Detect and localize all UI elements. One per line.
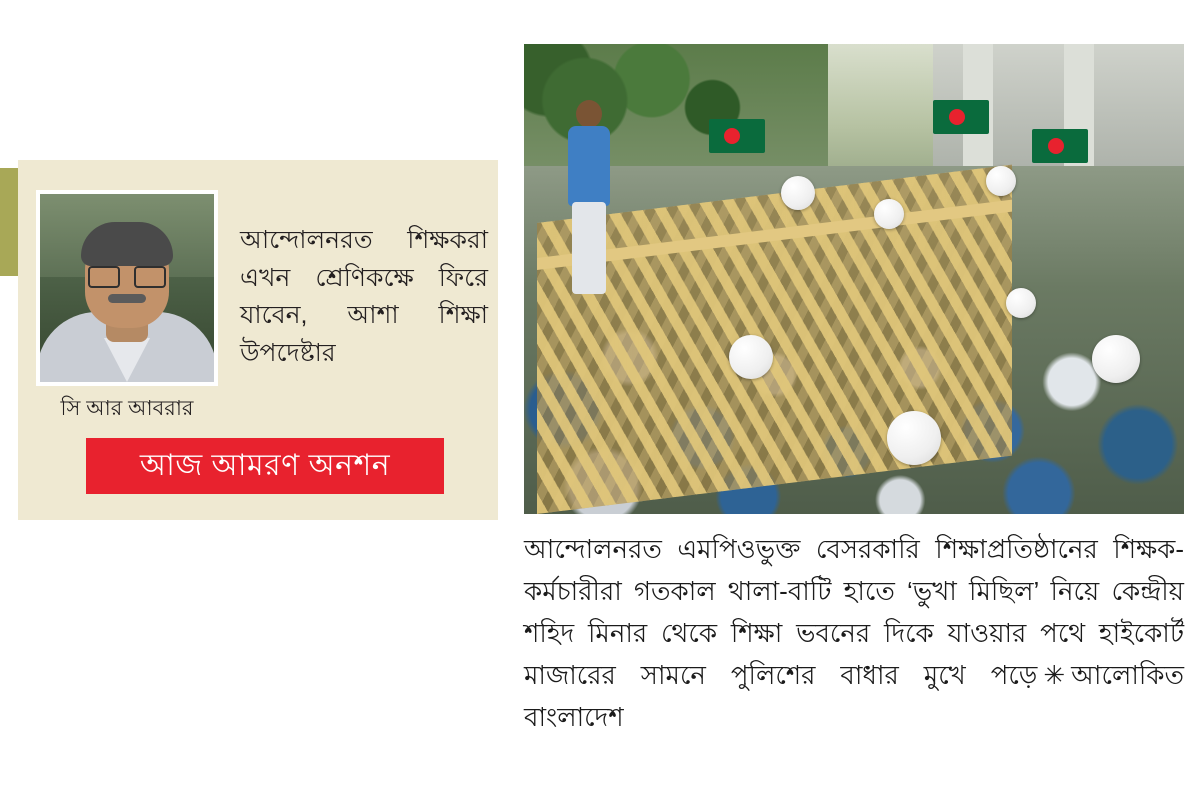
- plate-prop: [887, 411, 941, 465]
- plate-prop: [1006, 288, 1036, 318]
- portrait-mustache: [108, 294, 146, 303]
- plate-prop: [729, 335, 773, 379]
- speaker-head: [576, 100, 602, 128]
- caption-text: আন্দোলনরত এমপিওভুক্ত বেসরকারি শিক্ষাপ্রতিষ্ঠানের শিক্ষক-কর্মচারীরা গতকাল থালা-বাটি হাতে ‘ভুখা মিছিল’ নিয়ে কেন্দ্রীয় শহিদ মিনার থেকে শিক্ষা ভবনের দিকে যাওয়ার পথে হাইকোর্ট মাজারের সামনে পুলিশের বাধার মুখে পড়ে: [524, 534, 1184, 691]
- caption-source: আলোকিত বাংলাদেশ: [524, 660, 1184, 733]
- portrait-caption: সি আর আবরার: [60, 397, 194, 420]
- page-title: আন্দোলনরত শিক্ষকরা এখন শ্রেণিকক্ষে ফিরে যাবেন, আশা শিক্ষা উপদেষ্টার: [240, 226, 488, 367]
- source-mark-icon: ✳: [1043, 660, 1066, 691]
- plate-prop: [1092, 335, 1140, 383]
- status-badge: [86, 438, 444, 494]
- banner-label: আজ আমরণ অনশন: [139, 448, 391, 482]
- speaker-body: [568, 126, 610, 206]
- plate-prop: [986, 166, 1016, 196]
- speaker-legs: [572, 202, 606, 294]
- left-column: [0, 0, 520, 800]
- photo-speaker-person: [564, 100, 616, 290]
- glasses-icon: [88, 266, 166, 284]
- bangladesh-flag-icon: [709, 119, 765, 153]
- portrait-frame: [36, 190, 218, 386]
- photo-caption: [524, 528, 1184, 739]
- bangladesh-flag-icon: [933, 100, 989, 134]
- portrait-photo-cr-abrar: [40, 194, 214, 382]
- plate-prop: [874, 199, 904, 229]
- protest-crowd-photo: [524, 44, 1184, 514]
- bangladesh-flag-icon: [1032, 129, 1088, 163]
- portrait-hair: [81, 222, 173, 266]
- plate-prop: [781, 176, 815, 210]
- right-column: [524, 44, 1184, 739]
